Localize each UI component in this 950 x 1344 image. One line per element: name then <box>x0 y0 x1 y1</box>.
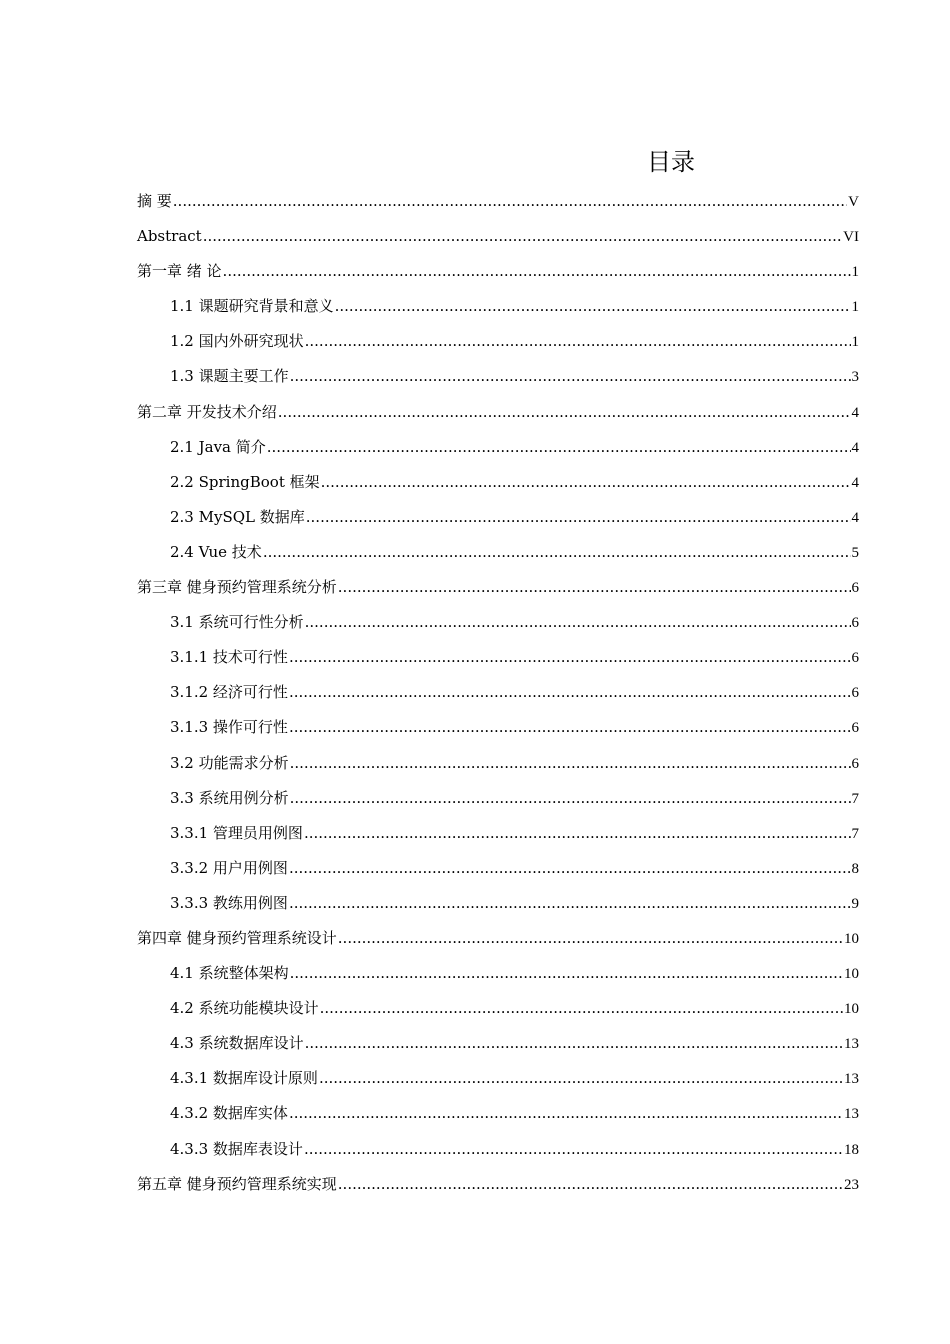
toc-dot-leader <box>290 784 851 812</box>
toc-entry-label: 2.3 MySQL 数据库 <box>170 507 305 526</box>
toc-entry-label: 1.2 国内外研究现状 <box>170 332 304 351</box>
toc-entry-page-number: 9 <box>851 895 859 912</box>
toc-entry-label: 3.1.2 经济可行性 <box>170 683 288 702</box>
toc-entry-page-number: 10 <box>844 930 859 947</box>
toc-entry-label: 4.2 系统功能模块设计 <box>170 999 319 1018</box>
toc-entry-label: 第五章 健身预约管理系统实现 <box>137 1174 337 1193</box>
toc-entry-page-number: 6 <box>851 615 859 632</box>
toc-entry-section[interactable] <box>137 1099 859 1134</box>
toc-entry-label: 3.2 功能需求分析 <box>170 753 289 772</box>
toc-entry-label: 2.1 Java 简介 <box>170 437 266 456</box>
toc-dot-leader <box>289 678 851 706</box>
toc-entry-section[interactable] <box>137 1064 859 1099</box>
toc-entry-page-number: 10 <box>844 1001 859 1018</box>
toc-dot-leader <box>335 292 851 320</box>
toc-dot-leader <box>289 713 851 741</box>
toc-dot-leader <box>173 187 847 215</box>
toc-entry-page-number: 7 <box>851 790 859 807</box>
toc-entry-section[interactable] <box>137 959 859 994</box>
toc-entry-page-number: 6 <box>851 650 859 667</box>
toc-entry-page-number: 6 <box>851 580 859 597</box>
toc-dot-leader <box>320 994 843 1022</box>
toc-entry-page-number: 4 <box>851 439 859 456</box>
toc-entry-page-number: 13 <box>844 1071 859 1088</box>
toc-dot-leader <box>289 889 851 917</box>
toc-dot-leader <box>306 503 851 531</box>
toc-dot-leader <box>289 854 851 882</box>
toc-dot-leader <box>290 749 851 777</box>
toc-entry-section[interactable] <box>137 503 859 538</box>
toc-entry-label: 4.3.3 数据库表设计 <box>170 1139 303 1158</box>
toc-entry-page-number: 8 <box>851 860 859 877</box>
toc-entry-section[interactable] <box>137 292 859 327</box>
toc-entry-page-number: 6 <box>851 685 859 702</box>
toc-entry-page-number: 18 <box>844 1141 859 1158</box>
toc-entry-label: 3.1.1 技术可行性 <box>170 648 288 667</box>
toc-entry-page-number: 23 <box>844 1176 859 1193</box>
toc-entry-page-number: 1 <box>851 299 859 316</box>
toc-entry-label: 第一章 绪 论 <box>137 262 222 281</box>
toc-entry-label: 3.3 系统用例分析 <box>170 788 289 807</box>
toc-entry-page-number: 5 <box>851 544 859 561</box>
toc-entry-section[interactable] <box>137 608 859 643</box>
toc-entry-page-number: 13 <box>844 1036 859 1053</box>
toc-entry-label: 第四章 健身预约管理系统设计 <box>137 928 337 947</box>
toc-dot-leader <box>304 1135 843 1163</box>
toc-entry-chapter[interactable] <box>137 573 859 608</box>
toc-entry-page-number: 6 <box>851 720 859 737</box>
toc-entry-label: 摘 要 <box>137 192 172 210</box>
toc-entry-label: 3.1 系统可行性分析 <box>170 613 304 632</box>
toc-entry-label: 4.3 系统数据库设计 <box>170 1034 304 1053</box>
toc-entry-label: 第二章 开发技术介绍 <box>137 402 277 421</box>
toc-entry-section[interactable] <box>137 819 859 854</box>
toc-entry-label: 1.1 课题研究背景和意义 <box>170 297 334 316</box>
toc-title: 目录 <box>647 148 695 176</box>
toc-dot-leader <box>267 433 851 461</box>
toc-entry-page-number: 4 <box>851 509 859 526</box>
toc-entry-label: 4.3.1 数据库设计原则 <box>170 1069 318 1088</box>
toc-entry-section[interactable] <box>137 889 859 924</box>
toc-dot-leader <box>321 468 851 496</box>
toc-entry-label: 3.1.3 操作可行性 <box>170 718 288 737</box>
toc-entry-chapter[interactable] <box>137 187 859 222</box>
toc-entry-page-number: 10 <box>844 966 859 983</box>
toc-entry-label: 3.3.2 用户用例图 <box>170 858 288 877</box>
toc-entry-chapter[interactable] <box>137 257 859 292</box>
toc-entry-section[interactable] <box>137 1029 859 1064</box>
toc-entry-section[interactable] <box>137 468 859 503</box>
toc-dot-leader <box>290 362 851 390</box>
toc-entry-section[interactable] <box>137 643 859 678</box>
toc-dot-leader <box>203 222 842 250</box>
toc-dot-leader <box>304 819 851 847</box>
toc-entry-label: 第三章 健身预约管理系统分析 <box>137 578 337 597</box>
toc-entry-page-number: 3 <box>851 369 859 386</box>
toc-entry-label: 3.3.1 管理员用例图 <box>170 823 303 842</box>
toc-entry-chapter[interactable] <box>137 398 859 433</box>
toc-dot-leader <box>289 643 851 671</box>
toc-entry-label: 2.4 Vue 技术 <box>170 542 262 561</box>
toc-entry-section[interactable] <box>137 433 859 468</box>
toc-dot-leader <box>319 1064 843 1092</box>
toc-dot-leader <box>223 257 851 285</box>
toc-entry-label: 4.1 系统整体架构 <box>170 964 289 983</box>
toc-dot-leader <box>263 538 851 566</box>
toc-entry-page-number: 4 <box>851 474 859 491</box>
toc-entry-section[interactable] <box>137 362 859 397</box>
toc-entry-section[interactable] <box>137 678 859 713</box>
toc-entry-chapter[interactable] <box>137 222 859 257</box>
toc-entry-page-number: 4 <box>851 404 859 421</box>
toc-entry-section[interactable] <box>137 854 859 889</box>
toc-dot-leader <box>289 1099 843 1127</box>
toc-dot-leader <box>338 1170 843 1198</box>
toc-entry-label: 1.3 课题主要工作 <box>170 367 289 386</box>
toc-entry-section[interactable] <box>137 1135 859 1170</box>
toc-dot-leader <box>338 573 851 601</box>
toc-entry-page-number: VI <box>843 229 859 246</box>
toc-dot-leader <box>305 608 851 636</box>
toc-entry-section[interactable] <box>137 784 859 819</box>
toc-entry-section[interactable] <box>137 749 859 784</box>
toc-list <box>137 187 859 1205</box>
toc-dot-leader <box>305 327 851 355</box>
toc-dot-leader <box>338 924 843 952</box>
toc-entry-page-number: 1 <box>851 334 859 351</box>
toc-entry-section[interactable] <box>137 538 859 573</box>
toc-dot-leader <box>290 959 843 987</box>
toc-entry-chapter[interactable] <box>137 924 859 959</box>
toc-entry-chapter[interactable] <box>137 1170 859 1205</box>
toc-entry-label: 2.2 SpringBoot 框架 <box>170 472 320 491</box>
toc-entry-section[interactable] <box>137 713 859 748</box>
toc-entry-page-number: 1 <box>851 264 859 281</box>
toc-entry-page-number: 6 <box>851 755 859 772</box>
toc-entry-label: 4.3.2 数据库实体 <box>170 1104 288 1123</box>
toc-entry-label: 3.3.3 教练用例图 <box>170 893 288 912</box>
toc-dot-leader <box>278 398 851 426</box>
toc-entry-page-number: 13 <box>844 1106 859 1123</box>
toc-dot-leader <box>305 1029 843 1057</box>
toc-entry-page-number: V <box>848 194 859 210</box>
toc-entry-page-number: 7 <box>851 825 859 842</box>
toc-entry-section[interactable] <box>137 994 859 1029</box>
toc-entry-section[interactable] <box>137 327 859 362</box>
toc-entry-label: Abstract <box>137 227 202 246</box>
